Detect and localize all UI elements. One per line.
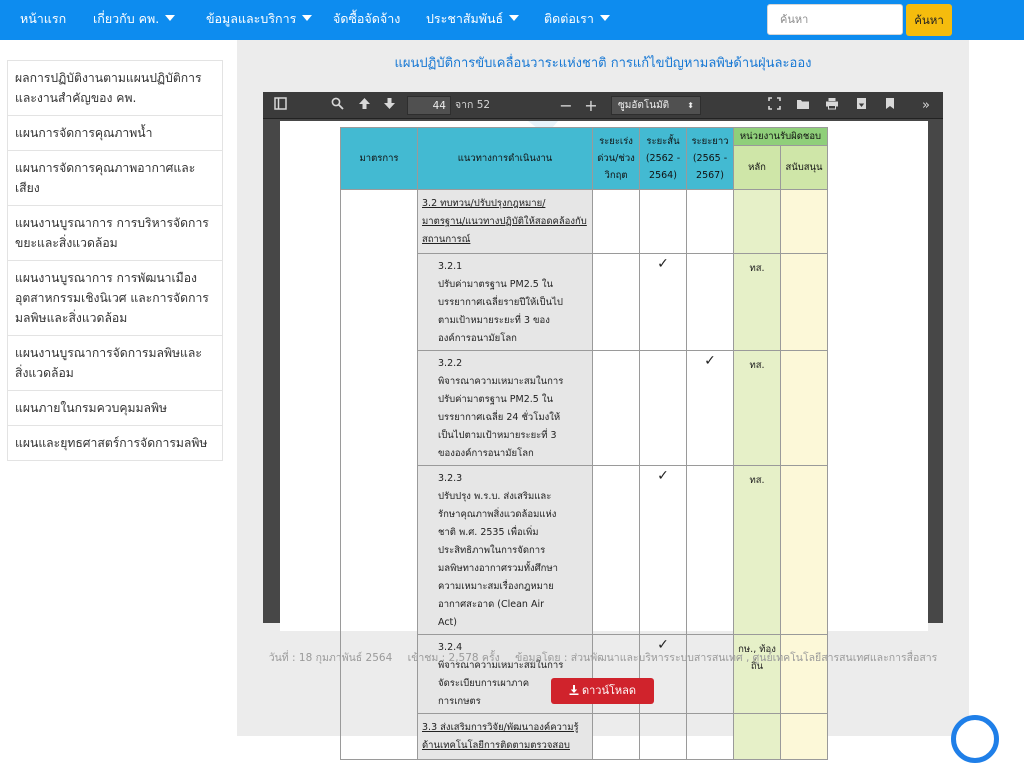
fullscreen-icon[interactable] — [766, 97, 782, 114]
caret-down-icon — [509, 15, 519, 21]
caret-down-icon — [165, 15, 175, 21]
bookmark-icon[interactable] — [883, 97, 897, 114]
item-text-cell — [418, 351, 593, 466]
caret-down-icon — [302, 15, 312, 21]
th-responsible: หน่วยงานรับผิดชอบ — [734, 128, 828, 146]
item-text: พิจารณาความเหมาะสมในการจัดระเบียบการเผาภาคการเกษตร — [438, 660, 564, 707]
lead-agency: กษ., ท้องถิ่น — [734, 635, 781, 714]
table-row — [341, 190, 828, 254]
download-button-label: ดาวน์โหลด — [581, 684, 637, 697]
sidebar-item-internal-plan[interactable]: แผนภายในกรมควบคุมมลพิษ — [7, 391, 223, 426]
search-input[interactable] — [767, 4, 903, 35]
section-title: 3.3 ส่งเสริมการวิจัย/พัฒนาองค์ความรู้ด้านเทคโนโลยีการติดตามตรวจสอบ — [418, 714, 593, 760]
next-page-icon[interactable] — [381, 97, 397, 114]
nav-pr-label: ประชาสัมพันธ์ — [426, 11, 504, 26]
nav-procurement-label: จัดซื้อจัดจ้าง — [333, 11, 401, 26]
nav-contact-label: ติดต่อเรา — [544, 11, 594, 26]
zoom-in-icon[interactable]: + — [584, 96, 598, 115]
item-number: 3.2.2 — [438, 358, 463, 369]
nav-home[interactable] — [20, 0, 66, 40]
sidebar-item-air-noise[interactable]: แผนการจัดการคุณภาพอากาศและเสียง — [7, 151, 223, 206]
sidebar-item-performance[interactable]: ผลการปฏิบัติงานตามแผนปฏิบัติการและงานสำคัญของ คพ. — [7, 60, 223, 116]
item-text-cell — [418, 254, 593, 351]
zoom-out-icon[interactable]: − — [559, 96, 573, 115]
search-icon[interactable] — [329, 97, 345, 114]
short-mark — [640, 351, 687, 466]
download-button[interactable] — [551, 678, 654, 704]
urgent-mark — [593, 254, 640, 351]
open-file-icon[interactable] — [795, 97, 811, 114]
th-approach: แนวทางการดำเนินงาน — [418, 128, 593, 190]
zoom-select[interactable] — [611, 96, 701, 115]
nav-about[interactable] — [93, 0, 175, 40]
short-mark: ✓ — [640, 466, 687, 635]
long-mark: ✓ — [687, 351, 734, 466]
nav-procurement[interactable] — [333, 0, 400, 40]
download-icon[interactable] — [853, 97, 869, 114]
select-arrows-icon: ⬍ — [687, 101, 694, 110]
nav-about-label: เกี่ยวกับ คพ. — [93, 11, 160, 26]
data-source: ข้อมูลโดย : ส่วนพัฒนาและบริหารระบบสารสนเทศ , ศูนย์เทคโนโลยีสารสนเทศและการสื่อสาร — [515, 652, 938, 664]
publish-date: วันที่ : 18 กุมภาพันธ์ 2564 — [268, 652, 393, 664]
lead-agency: ทส. — [734, 351, 781, 466]
sidebar-item-eco-industrial[interactable]: แผนงานบูรณาการ การพัฒนาเมืองอุตสาหกรรมเชิงนิเวศ และการจัดการมลพิษและสิ่งแวดล้อม — [7, 261, 223, 336]
item-number: 3.2.1 — [438, 261, 463, 272]
item-number: 3.2.4 — [438, 642, 463, 653]
pdf-toolbar — [263, 92, 943, 119]
support-agency — [781, 351, 828, 466]
view-count: เข้าชม : 2,578 ครั้ง — [407, 652, 500, 664]
print-icon[interactable] — [824, 97, 840, 114]
item-text-cell — [418, 466, 593, 635]
nav-contact[interactable] — [544, 0, 610, 40]
floating-chat-button[interactable] — [951, 715, 999, 763]
urgent-mark — [593, 351, 640, 466]
th-urgent: ระยะเร่งด่วน/ช่วงวิกฤต — [593, 128, 640, 190]
th-short: ระยะสั้น (2562 - 2564) — [640, 128, 687, 190]
short-mark: ✓ — [640, 254, 687, 351]
right-gutter — [969, 40, 1024, 736]
sidebar — [7, 60, 223, 461]
long-mark — [687, 635, 734, 714]
support-agency — [781, 466, 828, 635]
item-text: ปรับค่ามาตรฐาน PM2.5 ในบรรยากาศเฉลี่ยรายปีให้เป็นไปตามเป้าหมายระยะที่ 3 ขององค์การอนามัยโลก — [438, 279, 563, 344]
sidebar-item-pollution-env[interactable]: แผนงานบูรณาการจัดการมลพิษและสิ่งแวดล้อม — [7, 336, 223, 391]
nav-home-label: หน้าแรก — [20, 11, 67, 26]
long-mark — [687, 254, 734, 351]
section-title: 3.2 ทบทวน/ปรับปรุงกฎหมาย/มาตรฐาน/แนวทางปฏิบัติให้สอดคล้องกับสถานการณ์ — [418, 190, 593, 254]
sidebar-item-waste[interactable]: แผนงานบูรณาการ การบริหารจัดการขยะและสิ่งแวดล้อม — [7, 206, 223, 261]
support-agency — [781, 635, 828, 714]
search-button[interactable]: ค้นหา — [906, 4, 952, 36]
caret-down-icon — [600, 15, 610, 21]
page-number-input[interactable] — [407, 96, 451, 115]
download-icon — [569, 685, 579, 695]
nav-info-label: ข้อมูลและบริการ — [206, 11, 297, 26]
long-mark — [687, 466, 734, 635]
sidebar-toggle-icon[interactable] — [272, 97, 288, 114]
page-title: แผนปฏิบัติการขับเคลื่อนวาระแห่งชาติ การแก้ไขปัญหามลพิษด้านฝุ่นละออง — [394, 56, 812, 71]
item-text: พิจารณาความเหมาะสมในการปรับค่ามาตรฐาน PM2.5 ในบรรยากาศเฉลี่ย 24 ชั่วโมงให้เป็นไปตามเป้าหมายระยะที่ 3 ขององค์การอนามัยโลก — [438, 376, 564, 459]
prev-page-icon[interactable] — [356, 97, 372, 114]
item-number: 3.2.3 — [438, 473, 463, 484]
document-meta — [237, 649, 969, 666]
top-navbar — [0, 0, 1024, 40]
lead-agency: ทส. — [734, 466, 781, 635]
sidebar-item-water-quality[interactable]: แผนการจัดการคุณภาพน้ำ — [7, 116, 223, 151]
measure-cell — [341, 190, 418, 760]
zoom-value: ซูมอัตโนมัติ — [618, 100, 670, 111]
more-tools-icon[interactable]: » — [922, 98, 930, 113]
th-long: ระยะยาว (2565 - 2567) — [687, 128, 734, 190]
th-lead: หลัก — [734, 146, 781, 190]
nav-pr[interactable] — [426, 0, 519, 40]
th-measure: มาตรการ — [341, 128, 418, 190]
short-mark: ✓ — [640, 635, 687, 714]
nav-info-services[interactable] — [206, 0, 312, 40]
th-support: สนับสนุน — [781, 146, 828, 190]
page-total: จาก 52 — [455, 99, 491, 111]
urgent-mark — [593, 466, 640, 635]
lead-agency: ทส. — [734, 254, 781, 351]
support-agency — [781, 254, 828, 351]
sidebar-item-strategy[interactable]: แผนและยุทธศาสตร์การจัดการมลพิษ — [7, 426, 223, 461]
item-text: ปรับปรุง พ.ร.บ. ส่งเสริมและรักษาคุณภาพสิ่งแวดล้อมแห่งชาติ พ.ศ. 2535 เพื่อเพิ่มประสิทธิภาพในการจัดการมลพิษทางอากาศรวมทั้งศึกษาความเหมาะสมเรื่องกฎหมายอากาศสะอาด (Clean Air Act) — [438, 491, 558, 628]
